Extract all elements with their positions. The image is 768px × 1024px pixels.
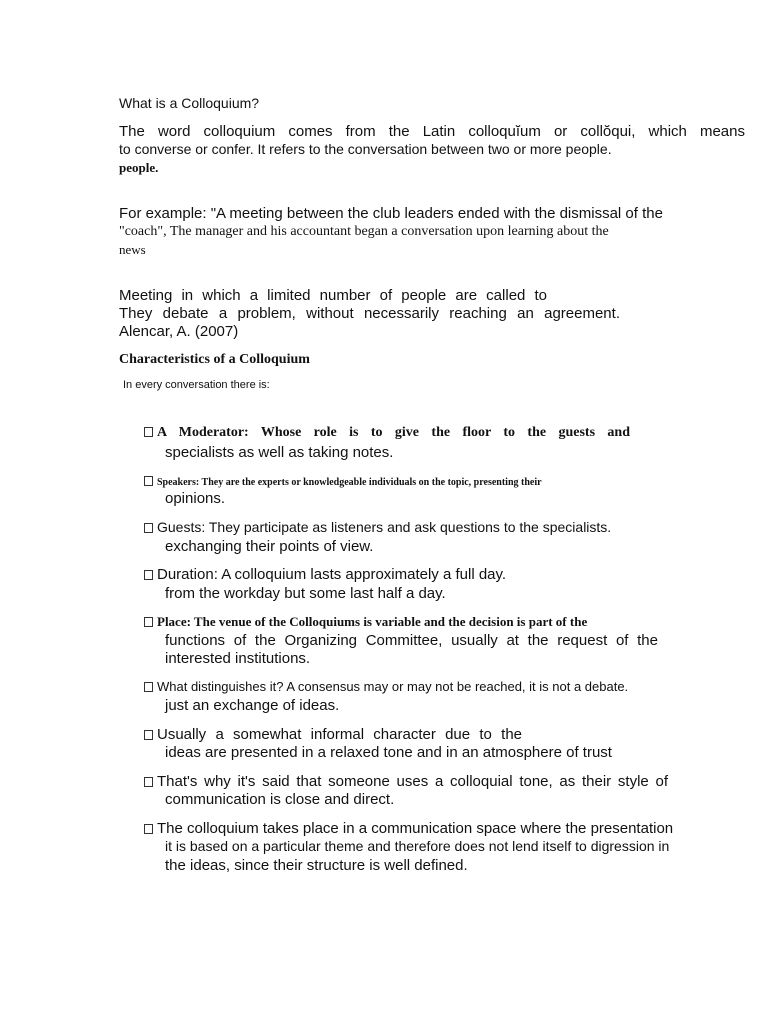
list-item-continuation: from the workday but some last half a day.	[165, 585, 446, 602]
checkbox-bullet-icon	[144, 730, 153, 740]
example-line-3: news	[119, 242, 146, 257]
meeting-line-2: They debate a problem, without necessarily reaching an agreement.	[119, 305, 620, 322]
list-item-continuation: functions of the Organizing Committee, usually at the request of the	[165, 632, 658, 649]
section-heading: Characteristics of a Colloquium	[119, 352, 310, 367]
list-item-continuation: communication is close and direct.	[165, 791, 395, 808]
list-item: That's why it's said that someone uses a colloquial tone, as their style of	[144, 774, 668, 789]
list-item: Place: The venue of the Colloquiums is variable and the decision is part of the	[144, 615, 587, 628]
list-item-continuation: opinions.	[165, 490, 226, 507]
checkbox-bullet-icon	[144, 777, 153, 787]
checkbox-bullet-icon	[144, 617, 153, 627]
page-title: What is a Colloquium?	[119, 95, 260, 111]
citation: Alencar, A. (2007)	[119, 323, 239, 340]
list-item: Guests: They participate as listeners and ask questions to the specialists.	[144, 520, 611, 534]
list-item: Usually a somewhat informal character due to the	[144, 727, 522, 742]
checkbox-bullet-icon	[144, 476, 153, 486]
list-item: A Moderator: Whose role is to give the floor to the guests and	[144, 426, 630, 440]
list-item-continuation: it is based on a particular theme and therefore does not lend itself to digression in	[165, 838, 670, 854]
checkbox-bullet-icon	[144, 682, 153, 692]
list-item: Speakers: They are the experts or knowledgeable individuals on the topic, presenting their	[144, 476, 542, 488]
list-item-continuation: ideas are presented in a relaxed tone and in an atmosphere of trust	[165, 744, 612, 761]
list-item-continuation: specialists as well as taking notes.	[165, 444, 394, 461]
definition-line-1: The word colloquium comes from the Latin colloquĭum or collŏqui, which means	[119, 123, 745, 140]
list-item-continuation: exchanging their points of view.	[165, 538, 374, 555]
meeting-line-1: Meeting in which a limited number of people are called to	[119, 287, 547, 304]
checkbox-bullet-icon	[144, 427, 153, 437]
example-line-2: "coach", The manager and his accountant began a conversation upon learning about the	[119, 224, 609, 239]
list-item: Duration: A colloquium lasts approximately a full day.	[144, 567, 506, 582]
checkbox-bullet-icon	[144, 570, 153, 580]
checkbox-bullet-icon	[144, 523, 153, 533]
example-line-1: For example: "A meeting between the club leaders ended with the dismissal of the	[119, 205, 663, 222]
definition-line-2: to converse or confer. It refers to the conversation between two or more people.	[119, 141, 612, 157]
list-item-continuation: just an exchange of ideas.	[165, 697, 340, 714]
list-item: The colloquium takes place in a communication space where the presentation	[144, 821, 673, 836]
list-item-continuation: interested institutions.	[165, 650, 311, 667]
section-intro: In every conversation there is:	[123, 379, 270, 391]
checkbox-bullet-icon	[144, 824, 153, 834]
list-item-continuation: the ideas, since their structure is well defined.	[165, 857, 468, 874]
definition-line-3: people.	[119, 160, 159, 175]
list-item: What distinguishes it? A consensus may or may not be reached, it is not a debate.	[144, 680, 628, 693]
